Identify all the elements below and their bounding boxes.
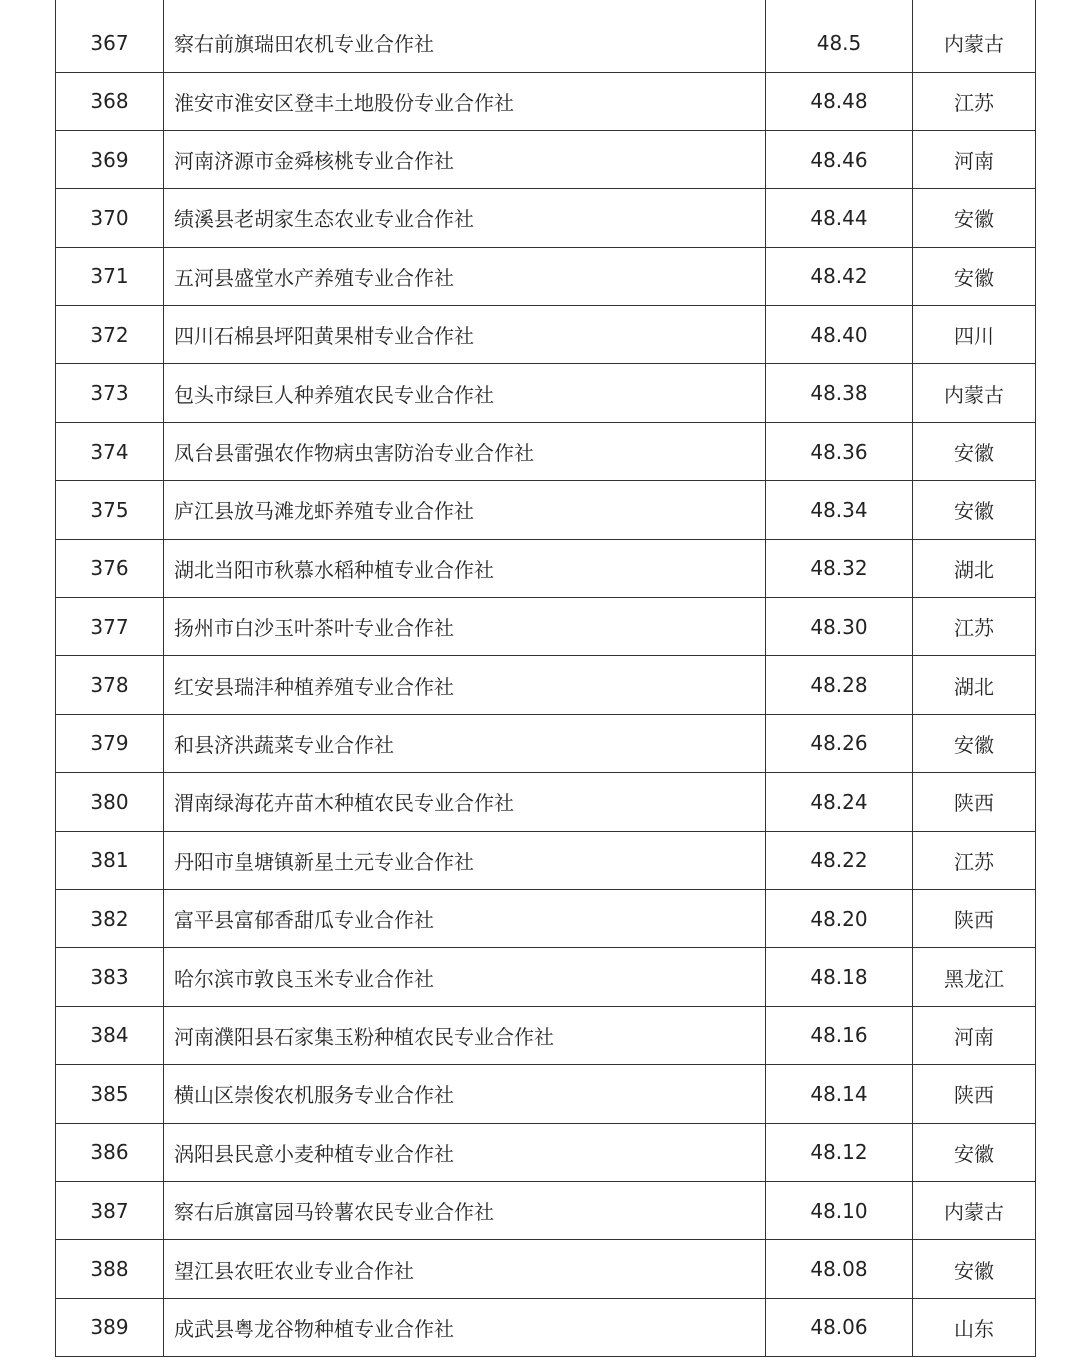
cooperative-name-cell: 察右后旗富园马铃薯农民专业合作社 [164,1181,766,1239]
region-cell: 江苏 [913,598,1036,656]
cooperative-name-cell: 凤台县雷强农作物病虫害防治专业合作社 [164,422,766,480]
table-row [56,481,1036,539]
score-cell: 48.10 [766,1181,913,1239]
cooperative-name-cell: 察右前旗瑞田农机专业合作社 [164,0,766,72]
table-row [56,773,1036,831]
rank-cell: 376 [56,539,164,597]
table-row [56,539,1036,597]
rank-cell: 380 [56,773,164,831]
rank-cell: 385 [56,1065,164,1123]
rank-cell: 387 [56,1181,164,1239]
region-cell: 陕西 [913,889,1036,947]
cooperative-name-cell: 成武县粤龙谷物种植专业合作社 [164,1298,766,1356]
rank-cell: 382 [56,889,164,947]
score-cell: 48.16 [766,1006,913,1064]
score-cell: 48.30 [766,598,913,656]
region-cell: 湖北 [913,539,1036,597]
score-cell: 48.40 [766,306,913,364]
score-cell: 48.34 [766,481,913,539]
cooperative-name-cell: 富平县富郁香甜瓜专业合作社 [164,889,766,947]
table-row [56,0,1036,72]
table-row [56,247,1036,305]
region-cell: 四川 [913,306,1036,364]
table-row [56,1181,1036,1239]
score-cell: 48.48 [766,72,913,130]
cooperative-ranking-table [55,0,1036,1357]
rank-cell: 373 [56,364,164,422]
cooperative-name-cell: 绩溪县老胡家生态农业专业合作社 [164,189,766,247]
table-row [56,1006,1036,1064]
cooperative-name-cell: 庐江县放马滩龙虾养殖专业合作社 [164,481,766,539]
region-cell: 安徽 [913,247,1036,305]
table-row [56,948,1036,1006]
score-cell: 48.28 [766,656,913,714]
cooperative-name-cell: 哈尔滨市敦良玉米专业合作社 [164,948,766,1006]
region-cell: 内蒙古 [913,0,1036,72]
score-cell: 48.06 [766,1298,913,1356]
cooperative-name-cell: 淮安市淮安区登丰土地股份专业合作社 [164,72,766,130]
region-cell: 河南 [913,1006,1036,1064]
score-cell: 48.14 [766,1065,913,1123]
score-cell: 48.12 [766,1123,913,1181]
rank-cell: 368 [56,72,164,130]
table-row [56,1123,1036,1181]
rank-cell: 389 [56,1298,164,1356]
cooperative-name-cell: 湖北当阳市秋慕水稻种植专业合作社 [164,539,766,597]
rank-cell: 377 [56,598,164,656]
region-cell: 安徽 [913,1123,1036,1181]
table-row [56,831,1036,889]
region-cell: 河南 [913,130,1036,188]
region-cell: 安徽 [913,422,1036,480]
table-row [56,422,1036,480]
rank-cell: 374 [56,422,164,480]
table-row [56,1240,1036,1298]
region-cell: 陕西 [913,1065,1036,1123]
score-cell: 48.36 [766,422,913,480]
score-cell: 48.22 [766,831,913,889]
region-cell: 安徽 [913,189,1036,247]
table-row [56,1298,1036,1356]
region-cell: 安徽 [913,1240,1036,1298]
score-cell: 48.32 [766,539,913,597]
score-cell: 48.24 [766,773,913,831]
table-row [56,189,1036,247]
rank-cell: 386 [56,1123,164,1181]
table-row [56,130,1036,188]
rank-cell: 388 [56,1240,164,1298]
cooperative-name-cell: 涡阳县民意小麦种植专业合作社 [164,1123,766,1181]
cooperative-name-cell: 横山区崇俊农机服务专业合作社 [164,1065,766,1123]
cooperative-name-cell: 望江县农旺农业专业合作社 [164,1240,766,1298]
score-cell: 48.08 [766,1240,913,1298]
cooperative-name-cell: 河南濮阳县石家集玉粉种植农民专业合作社 [164,1006,766,1064]
table-row [56,306,1036,364]
region-cell: 黑龙江 [913,948,1036,1006]
score-cell: 48.42 [766,247,913,305]
region-cell: 内蒙古 [913,1181,1036,1239]
region-cell: 江苏 [913,72,1036,130]
score-cell: 48.26 [766,714,913,772]
cooperative-name-cell: 和县济洪蔬菜专业合作社 [164,714,766,772]
table-row [56,889,1036,947]
score-cell: 48.38 [766,364,913,422]
rank-cell: 367 [56,0,164,72]
region-cell: 湖北 [913,656,1036,714]
rank-cell: 370 [56,189,164,247]
score-cell: 48.46 [766,130,913,188]
region-cell: 山东 [913,1298,1036,1356]
cooperative-name-cell: 包头市绿巨人种养殖农民专业合作社 [164,364,766,422]
rank-cell: 384 [56,1006,164,1064]
table-row [56,72,1036,130]
region-cell: 江苏 [913,831,1036,889]
region-cell: 安徽 [913,481,1036,539]
rank-cell: 378 [56,656,164,714]
table-row [56,656,1036,714]
rank-cell: 381 [56,831,164,889]
rank-cell: 372 [56,306,164,364]
cooperative-name-cell: 红安县瑞沣种植养殖专业合作社 [164,656,766,714]
table-body [56,0,1036,1357]
cooperative-name-cell: 四川石棉县坪阳黄果柑专业合作社 [164,306,766,364]
cooperative-name-cell: 渭南绿海花卉苗木种植农民专业合作社 [164,773,766,831]
rank-cell: 371 [56,247,164,305]
table-row [56,598,1036,656]
table-row [56,714,1036,772]
rank-cell: 379 [56,714,164,772]
table-row [56,364,1036,422]
score-cell: 48.5 [766,0,913,72]
region-cell: 内蒙古 [913,364,1036,422]
rank-cell: 383 [56,948,164,1006]
region-cell: 安徽 [913,714,1036,772]
cooperative-name-cell: 丹阳市皇塘镇新星土元专业合作社 [164,831,766,889]
score-cell: 48.18 [766,948,913,1006]
score-cell: 48.44 [766,189,913,247]
rank-cell: 369 [56,130,164,188]
cooperative-name-cell: 五河县盛堂水产养殖专业合作社 [164,247,766,305]
cooperative-name-cell: 河南济源市金舜核桃专业合作社 [164,130,766,188]
table-row [56,1065,1036,1123]
cooperative-name-cell: 扬州市白沙玉叶茶叶专业合作社 [164,598,766,656]
score-cell: 48.20 [766,889,913,947]
rank-cell: 375 [56,481,164,539]
region-cell: 陕西 [913,773,1036,831]
